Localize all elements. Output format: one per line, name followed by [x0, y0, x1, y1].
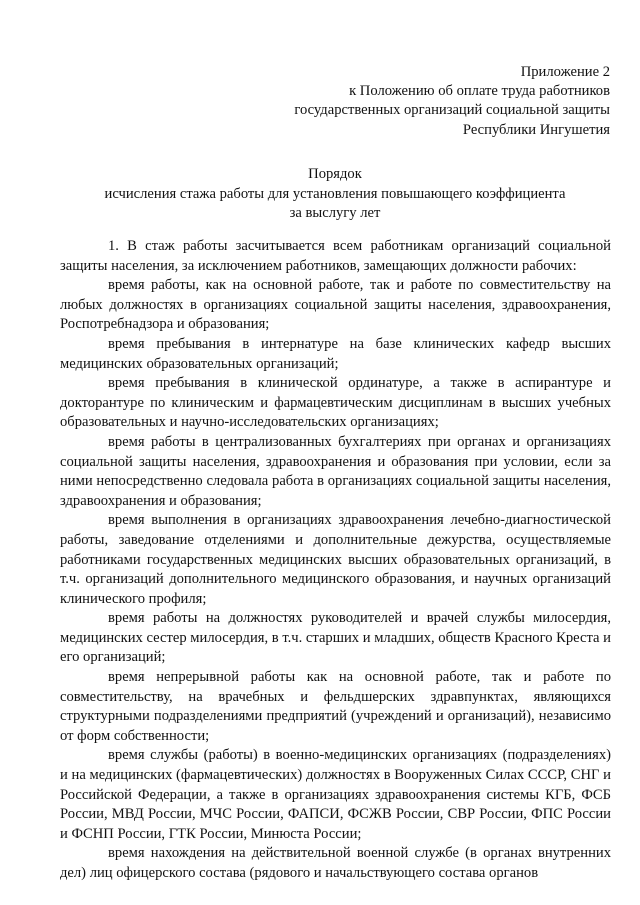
title-line-3: за выслугу лет — [289, 205, 381, 222]
appendix-organization: государственных организаций социальной защиты — [294, 102, 610, 119]
paragraph-accounting: время работы в централизованных бухгалтериях при органах и организациях социальной защиты населения, здравоохранения и образования при условии, если за ними непосредственно следовала работа в организациях социальной защиты населения, здравоохранения и образования; — [60, 433, 611, 509]
paragraph-military-service: время нахождения на действительной военной службе (в органах внутренних дел) лиц офицерского состава (рядового и начальствующего состава органов — [60, 845, 611, 881]
paragraph-internship: время пребывания в интернатуре на базе клинических кафедр высших медицинских образовательных организаций; — [60, 335, 611, 372]
document-body — [60, 237, 611, 884]
appendix-reference: к Положению об оплате труда работников — [349, 83, 610, 100]
paragraph-military-medical: время службы (работы) в военно-медицинских организациях (подразделениях) и на медицинских (фармацевтических) должностях в Вооруженных Силах СССР, СНГ и Российской Федерации, а также в организациях здравоохранения системы КГБ, ФСБ России, МВД России, МЧС России, ФАПСИ, ФСЖВ России, СВР России, ФПС России и ФСНП России, ГТК России, Минюста России; — [60, 747, 611, 842]
appendix-region: Республики Ингушетия — [462, 121, 610, 138]
paragraph-diagnostic-work: время выполнения в организациях здравоохранения лечебно-диагностической работы, заведование отделениями и дополнительные дежурства, осуществляемые работниками государственных медицинских высших образовательных организаций, в т.ч. организаций дополнительного медицинского образования, и научных организаций клинического профиля; — [60, 512, 611, 607]
paragraph-main-work: время работы, как на основной работе, так и работе по совместительству на любых должностях в организациях социальной защиты населения, здравоохранения, Роспотребнадзора и образования; — [60, 277, 611, 333]
paragraph-health-posts: время непрерывной работы как на основной работе, так и работе по совместительству, на врачебных и фельдшерских здравпунктах, являющихся структурными подразделениями предприятий (учреждений и организаций), независимо от форм собственности; — [60, 669, 611, 744]
appendix-number: Приложение 2 — [520, 64, 610, 80]
paragraph-clause-1: 1. В стаж работы засчитывается всем работникам организаций социальной защиты населения, за исключением работников, замещающих должности рабочих: — [60, 238, 611, 274]
title-line-1: Порядок — [308, 166, 362, 182]
paragraph-residency: время пребывания в клинической ординатуре, а также в аспирантуре и докторантуре по клиническим и фармацевтическим дисциплинам в высших учебных образовательных и научно-исследовательских организациях; — [60, 375, 611, 431]
document-title — [60, 165, 610, 224]
appendix-header — [260, 63, 610, 140]
paragraph-mercy-service: время работы на должностях руководителей и врачей службы милосердия, медицинских сестер милосердия, в т.ч. старших и младших, обществ Красного Креста и его организаций; — [60, 610, 611, 666]
title-line-2: исчисления стажа работы для установления повышающего коэффициента — [104, 185, 566, 202]
